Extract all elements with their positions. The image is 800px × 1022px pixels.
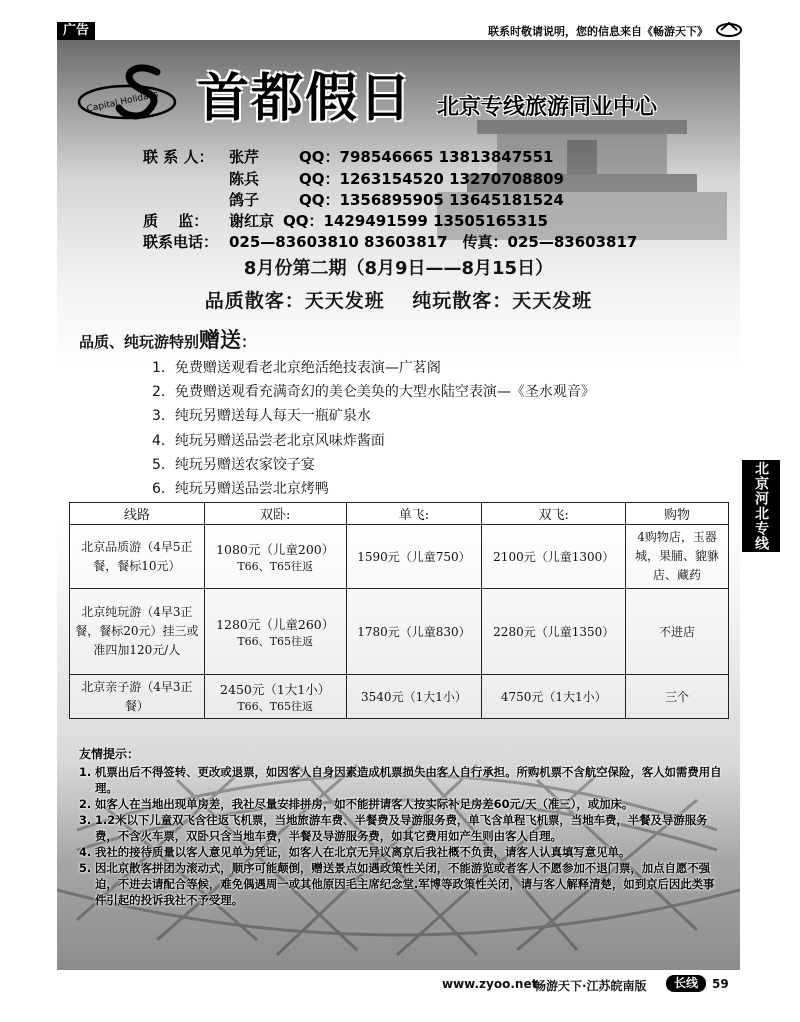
col-header-double-fly: 双飞: xyxy=(482,503,626,525)
tip-text: 我社的接待质量以客人意见单为凭证，如客人在北京无异议离京后我社概不负责，请客人认真填写意见单。 xyxy=(95,845,631,859)
ad-tag: 广告 xyxy=(57,22,95,40)
double-fly-cell: 4750元（1大1小） xyxy=(482,675,626,719)
col-header-single-fly: 单飞: xyxy=(346,503,482,525)
shopping-cell: 不进店 xyxy=(626,589,729,675)
contact-name: 鸽子 xyxy=(229,191,260,209)
col-header-route: 线路 xyxy=(70,503,205,525)
list-item: 6．纯玩另赠送品尝北京烤鸭 xyxy=(152,480,329,497)
tips-section xyxy=(79,745,724,908)
contact-row xyxy=(143,231,637,252)
price-value: 2450元（1大1小） xyxy=(220,681,331,697)
logo-text: Capital Holidays xyxy=(85,89,160,115)
contact-label: 联系电话： xyxy=(143,233,219,251)
footer-website: www.zyoo.net xyxy=(442,977,538,991)
tip-item xyxy=(79,844,724,860)
list-item: 1．免费赠送观看老北京绝活绝技表演—广茗阁 xyxy=(152,360,441,376)
double-sleeper-cell xyxy=(204,525,346,589)
list-item: 2．免费赠送观看充满奇幻的美仑美奂的大型水陆空表演—《圣水观音》 xyxy=(152,384,595,401)
source-note: 联系时敬请说明，您的信息来自《畅游天下》 xyxy=(488,25,708,38)
contact-info: QQ：798546665 13813847551 xyxy=(299,148,554,166)
table-row xyxy=(70,589,729,675)
table-row xyxy=(70,525,729,589)
gift-list xyxy=(152,356,595,501)
tip-text: 1.2米以下儿童双飞含往返飞机票，当地旅游车费、半餐费及导游服务费，单飞含单程飞机票，当地车费，半餐及导游服务费，不含火车票，双卧只含当地车费，半餐及导游服务费，如其它费用如产生则由客人自理。 xyxy=(95,813,708,843)
contact-row xyxy=(143,146,553,167)
single-fly-cell: 3540元（1大1小） xyxy=(346,675,482,719)
table-row xyxy=(70,675,729,719)
footer-section-tag: 长线 xyxy=(666,975,706,992)
tip-text: 机票出后不得签转、更改或退票，如因客人自身因素造成机票损失由客人自行承担。所购机票不含航空保险，客人如需费用自理。 xyxy=(95,765,722,795)
col-header-shopping: 购物 xyxy=(626,503,729,525)
page-number: 59 xyxy=(712,977,729,991)
route-cell: 北京亲子游（4早3正餐） xyxy=(70,675,205,719)
ad-panel xyxy=(57,40,740,970)
double-fly-cell: 2100元（儿童1300） xyxy=(482,525,626,589)
tip-number: 4. xyxy=(79,845,92,859)
train-note: T66、T65往返 xyxy=(237,559,313,573)
price-value: 1280元（儿童260） xyxy=(216,616,335,632)
contact-label: 联 系 人： xyxy=(143,148,214,166)
company-subtitle: 北京专线旅游同业中心 xyxy=(437,95,658,120)
contact-name: 谢红京 xyxy=(229,212,275,230)
contact-info: QQ：1356895905 13645181524 xyxy=(299,191,564,209)
magazine-logo-icon xyxy=(715,20,743,38)
period-line: 8月份第二期（8月9日——8月15日） xyxy=(243,258,554,279)
route-cell: 北京纯玩游（4早3正餐，餐标20元）挂三或准四加120元/人 xyxy=(70,589,205,675)
contact-row xyxy=(143,210,548,231)
double-sleeper-cell xyxy=(204,675,346,719)
double-fly-cell: 2280元（儿童1350） xyxy=(482,589,626,675)
tip-item xyxy=(79,764,724,796)
footer-publication: 畅游天下·江苏皖南版 xyxy=(534,979,647,993)
contact-row xyxy=(143,189,564,210)
table-header-row xyxy=(70,503,729,525)
list-item: 5．纯玩另赠送农家饺子宴 xyxy=(152,456,315,473)
col-header-double-sleeper: 双卧: xyxy=(204,503,346,525)
list-item: 3．纯玩另赠送每人每天一瓶矿泉水 xyxy=(152,408,371,425)
list-item: 4．纯玩另赠送品尝老北京风味炸酱面 xyxy=(152,432,385,449)
contact-info: QQ：1263154520 13270708809 xyxy=(299,170,564,188)
tip-text: 如客人在当地出现单房差，我社尽量安排拼房，如不能拼请客人按实际补足房差60元/天（准三），或加床。 xyxy=(95,797,634,811)
route-cell: 北京品质游（4早5正餐，餐标10元） xyxy=(70,525,205,589)
gift-heading-end: ： xyxy=(241,333,257,351)
tip-item xyxy=(79,860,724,908)
top-bar xyxy=(0,0,800,40)
contact-name: 张芹 xyxy=(229,148,260,166)
page-footer xyxy=(0,972,800,994)
contact-info: QQ：1429491599 13505165315 xyxy=(283,212,548,230)
contact-label: 质 监： xyxy=(143,212,209,230)
gift-heading-text: 品质、纯玩游特别 xyxy=(79,333,200,351)
tip-item xyxy=(79,812,724,844)
single-fly-cell: 1780元（儿童830） xyxy=(346,589,482,675)
tips-title: 友情提示： xyxy=(79,747,140,761)
price-table xyxy=(69,502,729,719)
tip-number: 5. xyxy=(79,861,92,875)
train-note: T66、T65往返 xyxy=(237,634,313,648)
gift-heading xyxy=(79,324,256,354)
contact-row xyxy=(143,168,564,189)
shopping-cell: 三个 xyxy=(626,675,729,719)
departure-line: 品质散客：天天发班 纯玩散客：天天发班 xyxy=(204,290,593,312)
tip-item xyxy=(79,796,724,812)
tip-number: 2. xyxy=(79,797,92,811)
single-fly-cell: 1590元（儿童750） xyxy=(346,525,482,589)
contact-name: 陈兵 xyxy=(229,170,260,188)
section-side-tab: 北京河北专线 xyxy=(742,460,780,552)
shopping-cell: 4购物店，玉器城，果脯、貔貅店、藏药 xyxy=(626,525,729,589)
train-note: T66、T65往返 xyxy=(237,699,313,713)
contact-info: 025—83603810 83603817 传真：025—83603817 xyxy=(229,233,638,251)
tip-number: 1. xyxy=(79,765,92,779)
company-title: 首都假日 xyxy=(197,68,414,129)
tip-text: 因北京散客拼团为滚动式，顺序可能颠倒，赠送景点如遇政策性关闭，不能游览或者客人不愿参加不退门票，加点自愿不强迫，不进去请配合等候，难免偶遇周一或其他原因毛主席纪念堂.军博等政策性关闭，请与客人解释清楚，如到京后因此类事件引起的投诉我社不予受理。 xyxy=(95,861,715,907)
tip-number: 3. xyxy=(79,813,92,827)
capital-holidays-logo xyxy=(75,58,193,128)
gift-heading-big: 赠送 xyxy=(199,328,242,352)
price-value: 1080元（儿童200） xyxy=(216,541,335,557)
double-sleeper-cell xyxy=(204,589,346,675)
